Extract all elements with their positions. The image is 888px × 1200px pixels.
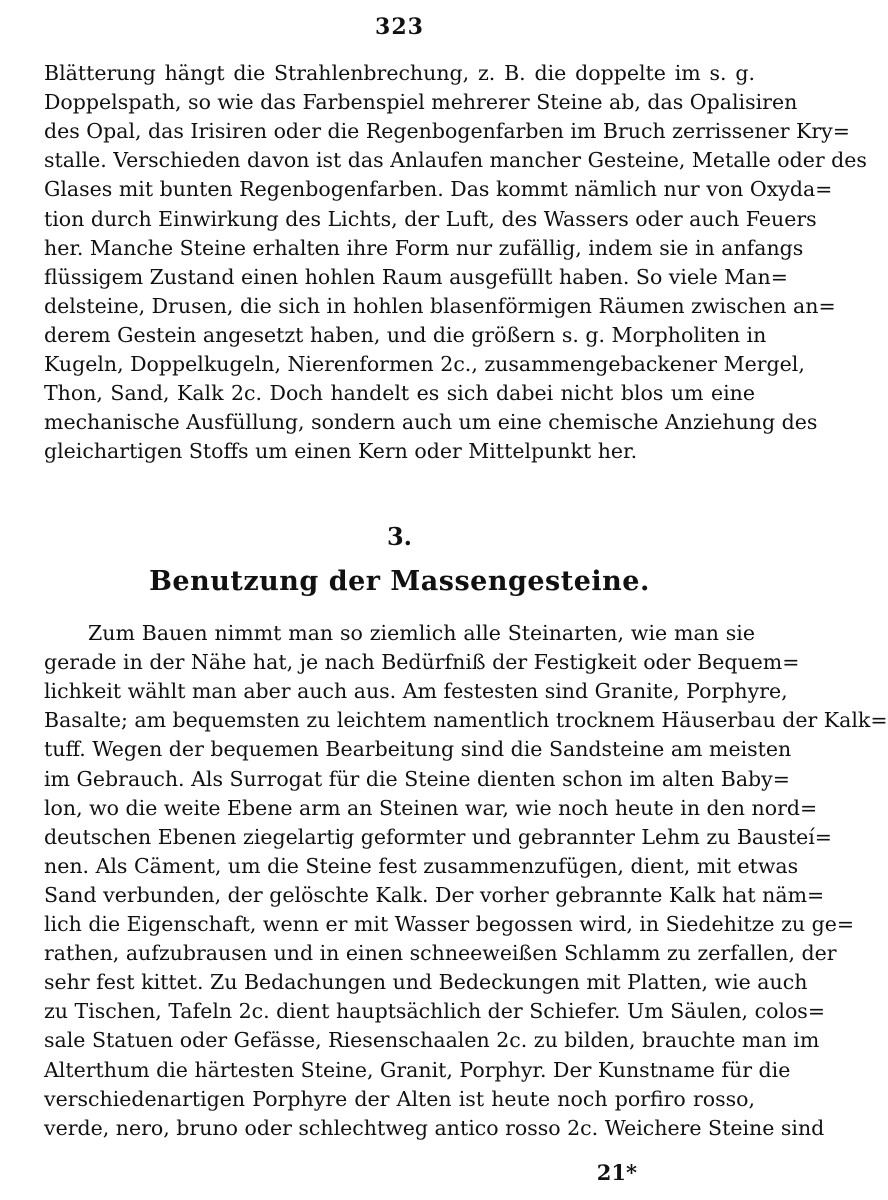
text-line: tuff. Wegen der bequemen Bearbeitung sind die Sandsteine am meisten	[44, 737, 792, 762]
text-line: zu Tischen, Tafeln 2c. dient hauptsächlich der Schiefer. Um Säulen, colos=	[44, 999, 826, 1024]
text-line: deutschen Ebenen ziegelartig geformter und gebrannter Lehm zu Bausteí=	[44, 824, 832, 849]
section-number: 3.	[386, 522, 413, 551]
text-line: gleichartigen Stoffs um einen Kern oder Mittelpunkt her.	[44, 439, 638, 464]
text-line: sehr fest kittet. Zu Bedachungen und Bedeckungen mit Platten, wie auch	[44, 970, 808, 995]
text-line: lich die Eigenschaft, wenn er mit Wasser begossen wird, in Siedehitze zu ge=	[44, 912, 855, 936]
text-line: nen. Als Cäment, um die Steine fest zusammenzufügen, dient, mit etwas	[44, 853, 799, 878]
text-line: her. Manche Steine erhalten ihre Form nur zufällig, indem sie in anfangs	[44, 235, 804, 260]
text-line: lichkeit wählt man aber auch aus. Am festesten sind Granite, Porphyre,	[44, 679, 788, 704]
text-line: Blätterung hängt die Strahlenbrechung, z. B. die doppelte im s. g.	[44, 61, 755, 85]
text-line: delsteine, Drusen, die sich in hohlen blasenförmigen Räumen zwischen an=	[44, 293, 836, 318]
text-line: mechanische Ausfüllung, sondern auch um eine chemische Anziehung des	[44, 410, 818, 435]
text-line: rathen, aufzubrausen und in einen schneeweißen Schlamm zu zerfallen, der	[44, 941, 837, 966]
text-line: Kugeln, Doppelkugeln, Nierenformen 2c., zusammengebackener Mergel,	[44, 352, 805, 376]
text-line: verschiedenartigen Porphyre der Alten ist heute noch porfiro rosso,	[44, 1086, 755, 1111]
text-line: Basalte; am bequemsten zu leichtem namentlich trocknem Häuserbau der Kalk=	[44, 708, 888, 733]
text-line: Sand verbunden, der gelöschte Kalk. Der vorher gebrannte Kalk hat näm=	[44, 882, 825, 907]
text-line: Thon, Sand, Kalk 2c. Doch handelt es sich dabei nicht blos um eine	[44, 381, 755, 406]
text-line: gerade in der Nähe hat, je nach Bedürfniß der Festigkeit oder Bequem=	[44, 650, 800, 675]
text-line: stalle. Verschieden davon ist das Anlaufen mancher Gesteine, Metalle oder des	[44, 148, 867, 173]
signature-mark: 21*	[596, 1160, 637, 1185]
page-number: 323	[375, 14, 424, 40]
text-line: des Opal, das Irisiren oder die Regenbogenfarben im Bruch zerrissener Kry=	[44, 119, 850, 144]
text-line: im Gebrauch. Als Surrogat für die Steine dienten schon im alten Baby=	[44, 766, 790, 791]
text-line: Alterthum die härtesten Steine, Granit, Porphyr. Der Kunstname für die	[44, 1057, 791, 1082]
text-line: lon, wo die weite Ebene arm an Steinen war, wie noch heute in den nord=	[44, 795, 818, 820]
text-line: derem Gestein angesetzt haben, und die größern s. g. Morpholiten in	[44, 322, 767, 347]
text-line: sale Statuen oder Gefässe, Riesenschaalen 2c. zu bilden, brauchte man im	[44, 1028, 820, 1053]
text-line: Zum Bauen nimmt man so ziemlich alle Steinarten, wie man sie	[88, 621, 755, 645]
text-line: tion durch Einwirkung des Lichts, der Luft, des Wassers oder auch Feuers	[44, 206, 817, 231]
text-line: flüssigem Zustand einen hohlen Raum ausgefüllt haben. So viele Man=	[44, 264, 788, 289]
text-line: Doppelspath, so wie das Farbenspiel mehrerer Steine ab, das Opalisiren	[44, 90, 798, 115]
text-line: verde, nero, bruno oder schlechtweg antico rosso 2c. Weichere Steine sind	[44, 1115, 825, 1140]
text-line: Glases mit bunten Regenbogenfarben. Das kommt nämlich nur von Oxyda=	[44, 177, 833, 202]
section-title: Benutzung der Massengesteine.	[149, 566, 650, 597]
